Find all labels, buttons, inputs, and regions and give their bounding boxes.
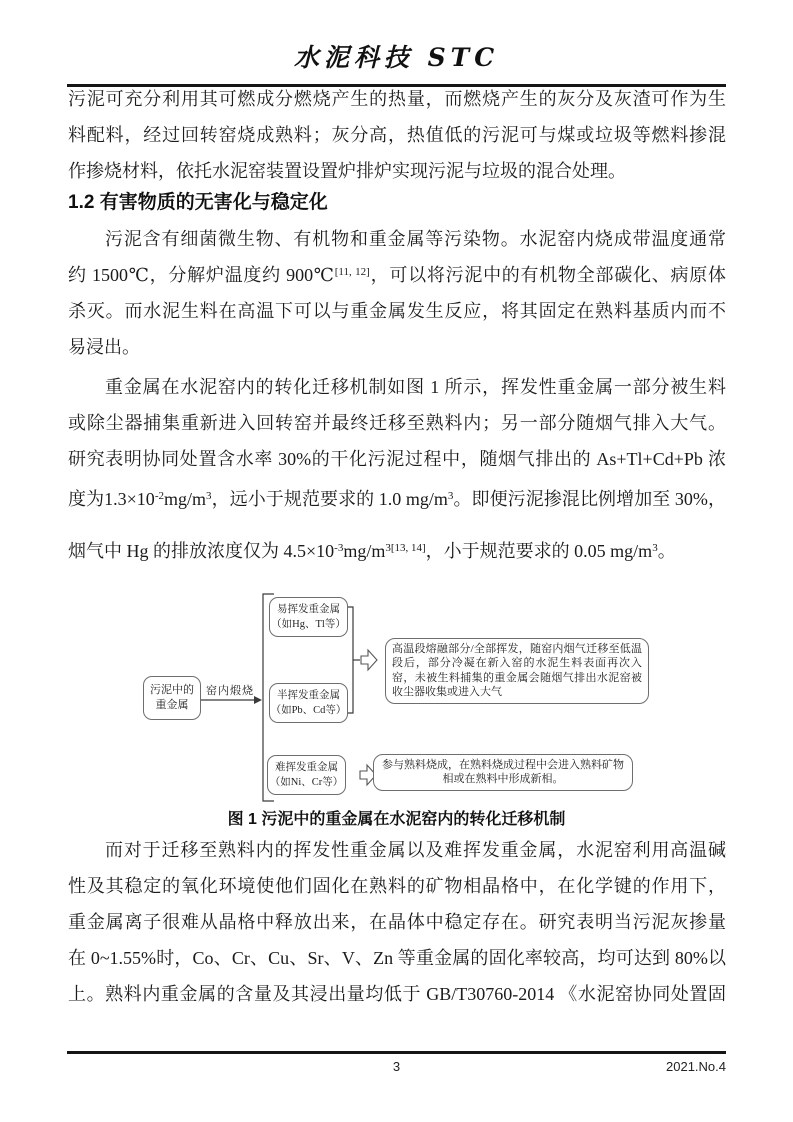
section-heading: 1.2 有害物质的无害化与稳定化 [68,192,328,213]
figure-category-nonvolatile-line1: 难挥发重金属 [275,762,338,773]
journal-title: 水泥科技 STC [293,43,500,72]
line-text: 烟气中 Hg 的排放浓度仅为 4.5×10 [68,541,335,561]
line-text: ，远小于规范要求的 1.0 mg/m [211,489,448,509]
body-line [68,481,726,517]
figure-category-nonvolatile [267,755,346,795]
body-line [68,153,726,189]
line-text: 在 0~1.55%时，Co、Cr、Cu、Sr、V、Zn 等重金属的固化率较高，均可达到 80%以 [68,948,726,968]
line-text: 易浸出。 [68,337,140,357]
paragraph-pollutants [68,221,726,365]
line-text: 料配料，经过回转窑烧成熟料；灰分高，热值低的污泥可与煤或垃圾等燃料掺混 [68,125,726,145]
line-text: 污泥含有细菌微生物、有机物和重金属等污染物。水泥窑内烧成带温度通常 [105,229,726,249]
line-text: 约 1500℃，分解炉温度约 900℃ [68,265,335,285]
superscript-text: -2 [154,490,164,502]
figure-source-box [143,676,201,720]
body-line [68,117,726,153]
line-text: 。即便污泥掺混比例增加至 30%， [453,489,726,509]
figure-source-line2: 重金属 [155,699,189,711]
superscript-text: 3 [447,490,454,502]
body-line [68,940,726,976]
figure-diagram [68,590,726,808]
issue-label: 2021.No.4 [666,1059,726,1074]
body-line [68,533,726,569]
line-text: 污泥可充分利用其可燃成分燃烧产生的热量，而燃烧产生的灰分及灰渣可作为生 [68,89,726,109]
paragraph-intro [68,81,726,189]
figure-arrow-label: 窑内煅烧 [206,685,254,697]
body-line [68,81,726,117]
line-text: 重金属离子很难从晶格中释放出来，在晶体中稳定存在。研究表明当污泥灰掺量 [68,912,726,932]
line-text: 作掺烧材料，依托水泥窑装置设置炉排炉实现污泥与垃圾的混合处理。 [68,161,626,181]
footer-rule [67,1051,726,1054]
line-text: 性及其稳定的氧化环境使他们固化在熟料的矿物相晶格中，在化学键的作用下， [68,876,726,896]
superscript-text: -3 [334,542,344,554]
line-text: mg/m [163,489,206,509]
paragraph-solidification [68,832,726,1012]
superscript-text: [11, 12] [334,266,370,278]
superscript-text: 3 [652,542,658,554]
figure-category-nonvolatile-line2: （如Ni、Cr等） [269,777,344,788]
body-line [68,904,726,940]
body-line [68,441,726,477]
figure-category-volatile-line1: 易挥发重金属 [277,604,340,615]
body-line [68,221,726,257]
figure-category-semivolatile-line2: （如Pb、Cd等） [270,705,347,716]
line-text: ，小于规范要求的 0.05 mg/m [425,541,653,561]
line-text: 而对于迁移至熟料内的挥发性重金属以及难挥发重金属，水泥窑利用高温碱 [105,840,726,860]
line-text: 研究表明协同处置含水率 30%的干化污泥过程中，随烟气排出的 As+Tl+Cd+Pb 浓 [68,449,726,469]
line-text: 上。熟料内重金属的含量及其浸出量均低于 GB/T30760-2014 《水泥窑协同处置固 [68,984,726,1004]
figure-result-clinker-path: 参与熟料烧成，在熟料烧成过程中会进入熟料矿物相或在熟料中形成新相。 [373,754,633,791]
figure-category-volatile [269,597,348,637]
figure-category-semivolatile [269,683,348,723]
line-text: 重金属在水泥窑内的转化迁移机制如图 1 所示，挥发性重金属一部分被生料 [105,377,726,397]
line-text: ，可以将污泥中的有机物全部碳化、病原体 [369,265,726,285]
figure-category-semivolatile-line1: 半挥发重金属 [277,690,340,701]
line-text: 。 [657,541,676,561]
figure-category-volatile-line2: （如Hg、Tl等） [271,619,346,630]
body-line [68,329,726,365]
superscript-text: 3[13, 14] [385,542,426,554]
body-line [68,832,726,868]
figure-source-line1: 污泥中的 [150,684,194,696]
body-line [68,868,726,904]
paragraph-migration [68,369,726,569]
body-line [68,405,726,441]
body-line [68,257,726,293]
line-text: 度为1.3×10 [68,489,155,509]
body-line [68,293,726,329]
line-text: 或除尘器捕集重新进入回转窑并最终迁移至熟料内；另一部分随烟气排入大气。 [68,413,726,433]
body-line [68,976,726,1012]
body-line [68,369,726,405]
figure-caption: 图 1 污泥中的重金属在水泥窑内的转化迁移机制 [227,811,566,828]
page-number: 3 [392,1059,401,1074]
superscript-text: 3 [206,490,212,502]
line-text: mg/m [343,541,386,561]
line-text: 杀灭。而水泥生料在高温下可以与重金属发生反应，将其固定在熟料基质内而不 [68,301,726,321]
figure-result-volatile-path: 高温段熔融部分/全部挥发，随窑内烟气迁移至低温段后，部分冷凝在新入窑的水泥生料表面再次入窑，未被生料捕集的重金属会随烟气排出水泥窑被收尘器收集或进入大气 [385,638,649,704]
